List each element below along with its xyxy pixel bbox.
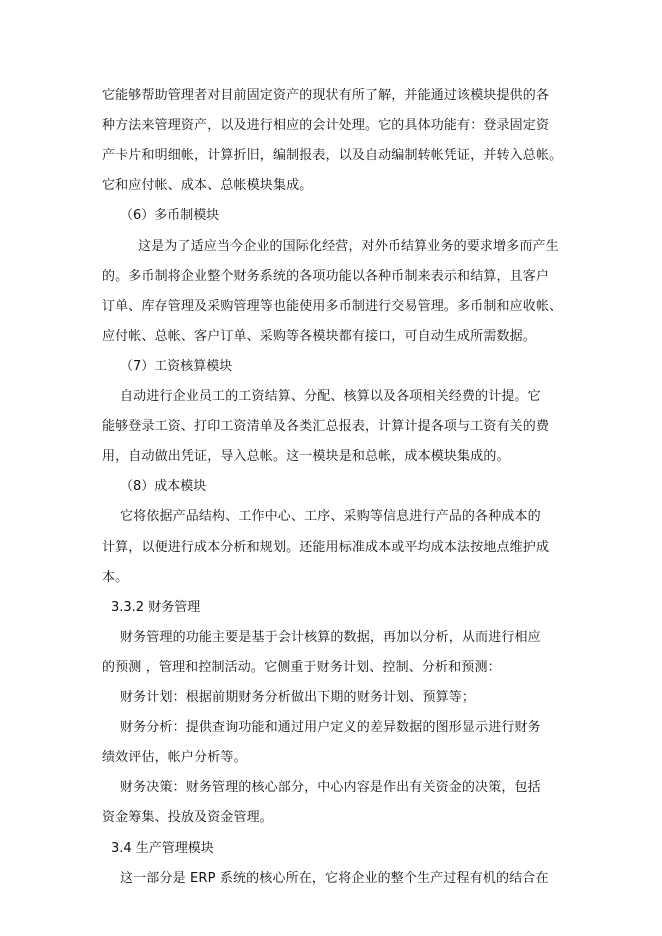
text-line: 财务计划：根据前期财务分析做出下期的财务计划、预算等； [120, 690, 476, 705]
text-line: 用，自动做出凭证，导入总帐。这一模块是和总帐，成本模块集成的。 [102, 449, 510, 465]
text-line: 应付帐、总帐、客户订单、采购等各模块都有接口，可自动生成所需数据。 [102, 328, 536, 344]
text-line: 本。 [102, 569, 129, 585]
text-line: 财务管理的功能主要是基于会计核算的数据，再加以分析，从而进行相应 [120, 629, 541, 645]
text-line: 财务分析：提供查询功能和通过用户定义的差异数据的图形显示进行财务 [120, 720, 541, 736]
text-line: 财务决策：财务管理的核心部分，中心内容是作出有关资金的决策，包括 [120, 780, 541, 796]
text-line: （8）成本模块 [120, 479, 207, 495]
text-line: 产卡片和明细帐，计算折旧，编制报表，以及自动编制转帐凭证，并转入总帐。 [102, 148, 563, 164]
text-line: 种方法来管理资产，以及进行相应的会计处理。它的具体功能有：登录固定资 [102, 118, 550, 134]
text-line: 3.3.2 财务管理 [111, 599, 201, 615]
text-line: 3.4 生产管理模块 [111, 840, 214, 856]
text-line: 订单、库存管理及采购管理等也能使用多币制进行交易管理。多币制和应收帐、 [102, 298, 563, 314]
text-line: （6）多币制模块 [120, 208, 220, 224]
text-line: 这一部分是 ERP 系统的核心所在，它将企业的整个生产过程有机的结合在 [120, 870, 549, 886]
text-line: 的。多币制将企业整个财务系统的各项功能以各种币制来表示和结算，且客户 [102, 268, 550, 284]
text-line: 它能够帮助管理者对目前固定资产的现状有所了解，并能通过该模块提供的各 [102, 88, 550, 103]
text-line: （7）工资核算模块 [120, 358, 233, 374]
text-line: 资金筹集、投放及资金管理。 [102, 810, 273, 826]
text-line: 这是为了适应当今企业的国际化经营，对外币结算业务的要求增多而产生 [138, 238, 559, 254]
text-line: 绩效评估，帐户分析等。 [102, 750, 247, 766]
text-line: 它和应付帐、成本、总帐模块集成。 [102, 178, 313, 194]
text-line: 自动进行企业员工的工资结算、分配、核算以及各项相关经费的计提。它 [120, 389, 541, 404]
text-line: 计算，以便进行成本分析和规划。还能用标准成本或平均成本法按地点维护成 [102, 539, 550, 555]
text-line: 能够登录工资、打印工资清单及各类汇总报表，计算计提各项与工资有关的费 [102, 419, 550, 435]
text-line: 的预测 ，管理和控制活动。它侧重于财务计划、控制、分析和预测： [102, 659, 501, 675]
text-line: 它将依据产品结构、工作中心、工序、采购等信息进行产品的各种成本的 [120, 509, 541, 525]
